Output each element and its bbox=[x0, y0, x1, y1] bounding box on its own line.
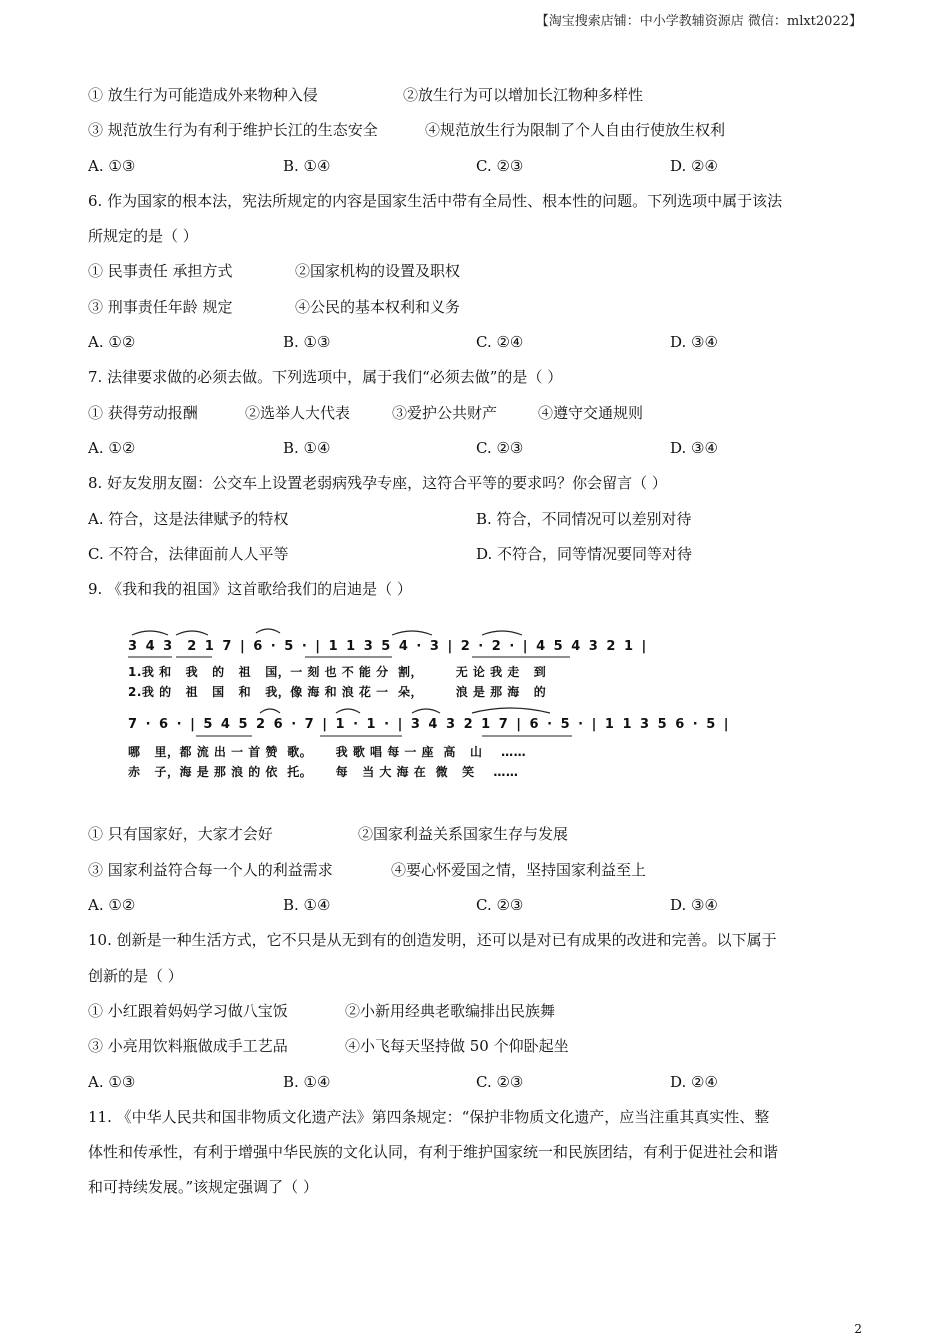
q10-statements-row1 bbox=[88, 994, 863, 1029]
score-lyrics-line2a: 哪 里，都 流 出 一 首 赞 歌。 我 歌 唱 每 一 座 高 山 …… bbox=[128, 745, 527, 760]
q6-stem-line2: 所规定的是（ ） bbox=[88, 227, 198, 246]
q5-statement-4: ④规范放生行为限制了个人自由行使放生权利 bbox=[425, 121, 726, 140]
q9-statement-2: ②国家利益关系国家生存与发展 bbox=[358, 825, 569, 844]
q10-option-d[interactable]: D. ②④ bbox=[670, 1072, 718, 1091]
q9-option-b[interactable]: B. ①④ bbox=[283, 896, 331, 915]
q8-option-b[interactable]: B. 符合，不同情况可以差别对待 bbox=[476, 509, 692, 528]
q6-option-a[interactable]: A. ①② bbox=[88, 333, 136, 352]
q10-statement-2: ②小新用经典老歌编排出民族舞 bbox=[345, 1001, 556, 1020]
q10-option-a[interactable]: A. ①③ bbox=[88, 1072, 136, 1091]
q5-option-d[interactable]: D. ②④ bbox=[670, 156, 718, 175]
q7-stem: 7. 法律要求做的必须去做。下列选项中，属于我们“必须去做”的是（ ） bbox=[88, 368, 563, 387]
q7-statement-4: ④遵守交通规则 bbox=[538, 403, 644, 422]
q5-statements-row2 bbox=[88, 113, 863, 148]
q9-options bbox=[88, 888, 863, 923]
q10-options bbox=[88, 1065, 863, 1100]
q7-options bbox=[88, 431, 863, 466]
q8-stem: 8. 好友发朋友圈：公交车上设置老弱病残孕专座，这符合平等的要求吗？你会留言（ ） bbox=[88, 474, 667, 493]
q7-option-b[interactable]: B. ①④ bbox=[283, 438, 331, 457]
q11-stem-line1: 11. 《中华人民共和国非物质文化遗产法》第四条规定：“保护非物质文化遗产，应当注重其真实性、整 bbox=[88, 1107, 770, 1126]
q6-statements-row1 bbox=[88, 254, 863, 289]
q7-option-d[interactable]: D. ③④ bbox=[670, 438, 718, 457]
q10-stem-line2: 创新的是（ ） bbox=[88, 966, 183, 985]
q10-statements-row2 bbox=[88, 1029, 863, 1064]
q11-stem-line2: 体性和传承性，有利于增强中华民族的文化认同，有利于维护国家统一和民族团结，有利于促进社会和谐 bbox=[88, 1143, 779, 1162]
score-lyrics-line1b: 2.我 的 祖 国 和 我，像 海 和 浪 花 一 朵， 浪 是 那 海 的 bbox=[128, 685, 547, 700]
song-score-image bbox=[110, 625, 731, 795]
q9-option-d[interactable]: D. ③④ bbox=[670, 896, 718, 915]
q9-stem: 9. 《我和我的祖国》这首歌给我们的启迪是（ ） bbox=[88, 580, 412, 599]
q10-statement-3: ③ 小亮用饮料瓶做成手工艺品 bbox=[88, 1037, 288, 1056]
q9-statement-1: ① 只有国家好，大家才会好 bbox=[88, 825, 273, 844]
score-lyrics-line2b: 赤 子，海 是 那 浪 的 依 托。 每 当 大 海 在 微 笑 …… bbox=[128, 765, 519, 780]
q5-option-a[interactable]: A. ①③ bbox=[88, 156, 136, 175]
q8-option-c[interactable]: C. 不符合，法律面前人人平等 bbox=[88, 544, 289, 563]
q10-stem-line1: 10. 创新是一种生活方式，它不只是从无到有的创造发明，还可以是对已有成果的改进和完善。以下属于 bbox=[88, 931, 777, 950]
score-notes-line2: 7 · 6 · | 5 4 5 2 6 · 7 | 1 · 1 · | 3 4 3 2 1 7 | 6 · 5 · | 1 1 3 5 6 · 5 | bbox=[128, 717, 731, 733]
q8-options-row2 bbox=[88, 537, 863, 572]
q8-options-row1 bbox=[88, 502, 863, 537]
q5-option-c[interactable]: C. ②③ bbox=[476, 156, 524, 175]
q7-option-a[interactable]: A. ①② bbox=[88, 438, 136, 457]
q9-statement-3: ③ 国家利益符合每一个人的利益需求 bbox=[88, 860, 333, 879]
q6-stem-line1: 6. 作为国家的根本法，宪法所规定的内容是国家生活中带有全局性、根本性的问题。下列选项中属于该法 bbox=[88, 191, 783, 210]
q7-statements bbox=[88, 396, 863, 431]
header-note: 【淘宝搜索店铺：中小学教辅资源店 微信：mlxt2022】 bbox=[535, 14, 862, 29]
q5-statement-1: ① 放生行为可能造成外来物种入侵 bbox=[88, 86, 318, 104]
q5-statement-2: ②放生行为可以增加长江物种多样性 bbox=[403, 86, 644, 104]
q10-statement-1: ① 小红跟着妈妈学习做八宝饭 bbox=[88, 1001, 288, 1020]
page-number: 2 bbox=[854, 1322, 862, 1336]
q6-option-b[interactable]: B. ①③ bbox=[283, 333, 331, 352]
q9-statement-4: ④要心怀爱国之情，坚持国家利益至上 bbox=[391, 860, 647, 879]
q6-statement-3: ③ 刑事责任年龄 规定 bbox=[88, 297, 233, 316]
q11-stem-line3: 和可持续发展。”该规定强调了（ ） bbox=[88, 1178, 318, 1197]
q8-option-a[interactable]: A. 符合，这是法律赋予的特权 bbox=[88, 509, 289, 528]
q6-option-c[interactable]: C. ②④ bbox=[476, 333, 524, 352]
q6-statements-row2 bbox=[88, 290, 863, 325]
q7-statement-3: ③爱护公共财产 bbox=[392, 403, 498, 422]
q9-option-a[interactable]: A. ①② bbox=[88, 896, 136, 915]
q5-statements-row1 bbox=[88, 78, 863, 113]
score-lyrics-line1a: 1.我 和 我 的 祖 国，一 刻 也 不 能 分 割， 无 论 我 走 到 bbox=[128, 665, 547, 680]
q10-statement-4: ④小飞每天坚持做 50 个仰卧起坐 bbox=[345, 1037, 569, 1056]
document-body bbox=[88, 78, 863, 1206]
q6-options bbox=[88, 325, 863, 360]
q6-option-d[interactable]: D. ③④ bbox=[670, 333, 718, 352]
q6-statement-4: ④公民的基本权利和义务 bbox=[295, 297, 461, 316]
q7-option-c[interactable]: C. ②③ bbox=[476, 438, 524, 457]
q6-statement-1: ① 民事责任 承担方式 bbox=[88, 262, 233, 281]
q9-statements-row1 bbox=[88, 817, 863, 852]
q9-option-c[interactable]: C. ②③ bbox=[476, 896, 524, 915]
q6-statement-2: ②国家机构的设置及职权 bbox=[295, 262, 461, 281]
score-notes-line1: 3 4 3 2 1 7 | 6 · 5 · | 1 1 3 5 4 · 3 | 2 · 2 · | 4 5 4 3 2 1 | bbox=[128, 639, 649, 655]
q5-option-b[interactable]: B. ①④ bbox=[283, 156, 331, 175]
q7-statement-2: ②选举人大代表 bbox=[245, 403, 351, 422]
q5-options bbox=[88, 149, 863, 184]
q10-option-c[interactable]: C. ②③ bbox=[476, 1072, 524, 1091]
q10-option-b[interactable]: B. ①④ bbox=[283, 1072, 331, 1091]
q7-statement-1: ① 获得劳动报酬 bbox=[88, 403, 198, 422]
q9-statements-row2 bbox=[88, 853, 863, 888]
q8-option-d[interactable]: D. 不符合，同等情况要同等对待 bbox=[476, 544, 693, 563]
q5-statement-3: ③ 规范放生行为有利于维护长江的生态安全 bbox=[88, 121, 378, 140]
